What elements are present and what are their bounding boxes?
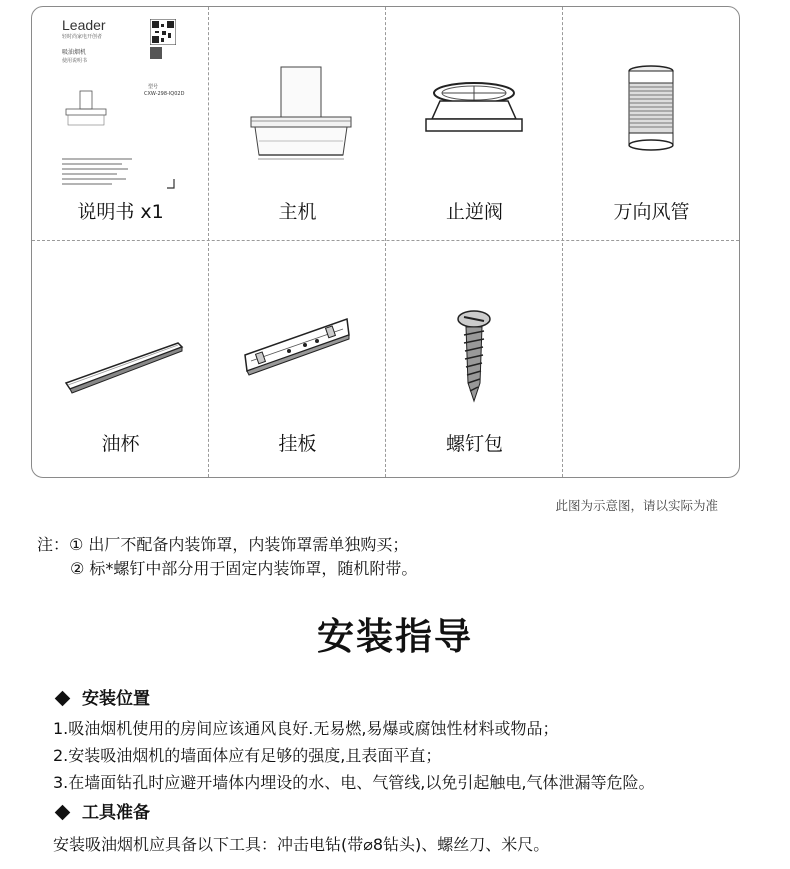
oil-cup-icon [32, 243, 209, 428]
flex-duct-icon [563, 7, 740, 192]
wall-plate-icon [209, 243, 386, 428]
manual-text-lines-icon [62, 157, 142, 189]
hood-thumbnail-icon [62, 89, 122, 139]
part-label: 万向风管 [613, 201, 690, 223]
parts-grid [31, 6, 740, 478]
part-label: 油杯 [101, 433, 140, 455]
section-location [53, 684, 150, 709]
section-tools [53, 798, 150, 823]
note-line-2: ② 标*螺钉中部分用于固定内装饰罩，随机附带。 [70, 559, 418, 578]
manual-model-label: 型号 [148, 84, 159, 90]
diamond-bullet-icon [55, 804, 71, 820]
location-item: 1.吸油烟机使用的房间应该通风良好.无易燃,易爆或腐蚀性材料或物品； [53, 719, 559, 738]
manual-brand: Leader [62, 17, 106, 33]
part-label: 螺钉包 [445, 433, 503, 455]
part-label: 挂板 [278, 433, 317, 455]
part-wall-plate [209, 243, 386, 478]
part-flex-duct [563, 7, 740, 243]
part-label: 说明书 x1 [77, 201, 164, 223]
location-item: 3.在墙面钻孔时应避开墙体内埋设的水、电、气管线,以免引起触电,气体泄漏等危险。 [53, 773, 655, 792]
range-hood-icon [209, 7, 386, 192]
notes [37, 533, 417, 581]
part-check-valve [386, 7, 563, 243]
section-heading: 工具准备 [82, 803, 150, 823]
guide-title: 安装指导 [317, 615, 473, 658]
part-main-unit [209, 7, 386, 243]
manual-title: 吸油烟机 [62, 49, 87, 56]
section-heading: 安装位置 [82, 689, 150, 709]
qr-code-icon [150, 19, 176, 45]
illustration-disclaimer: 此图为示意图，请以实际为准 [555, 498, 718, 513]
note-line-1: 注：① 出厂不配备内装饰罩，内装饰罩需单独购买； [37, 535, 409, 554]
part-label: 止逆阀 [445, 201, 503, 223]
manual-illustration [32, 7, 209, 192]
check-valve-icon [386, 7, 563, 192]
part-screw-pack [386, 243, 563, 478]
screw-icon [386, 243, 563, 428]
part-label: 主机 [278, 201, 317, 223]
diamond-bullet-icon [55, 690, 71, 706]
tools-text: 安装吸油烟机应具备以下工具：冲击电钻(带⌀8钻头)、螺丝刀、米尺。 [53, 835, 550, 854]
part-oil-cup [32, 243, 209, 478]
location-item: 2.安装吸油烟机的墙面体应有足够的强度,且表面平直； [53, 746, 442, 765]
manual-tagline: 轻时尚家电开创者 [62, 34, 103, 40]
manual-logo-icon [150, 47, 162, 59]
manual-model: CXW-298-IQ02D [144, 91, 185, 97]
part-manual [32, 7, 209, 243]
corner-mark-icon [166, 179, 176, 191]
manual-subtitle: 使用说明书 [62, 58, 88, 64]
